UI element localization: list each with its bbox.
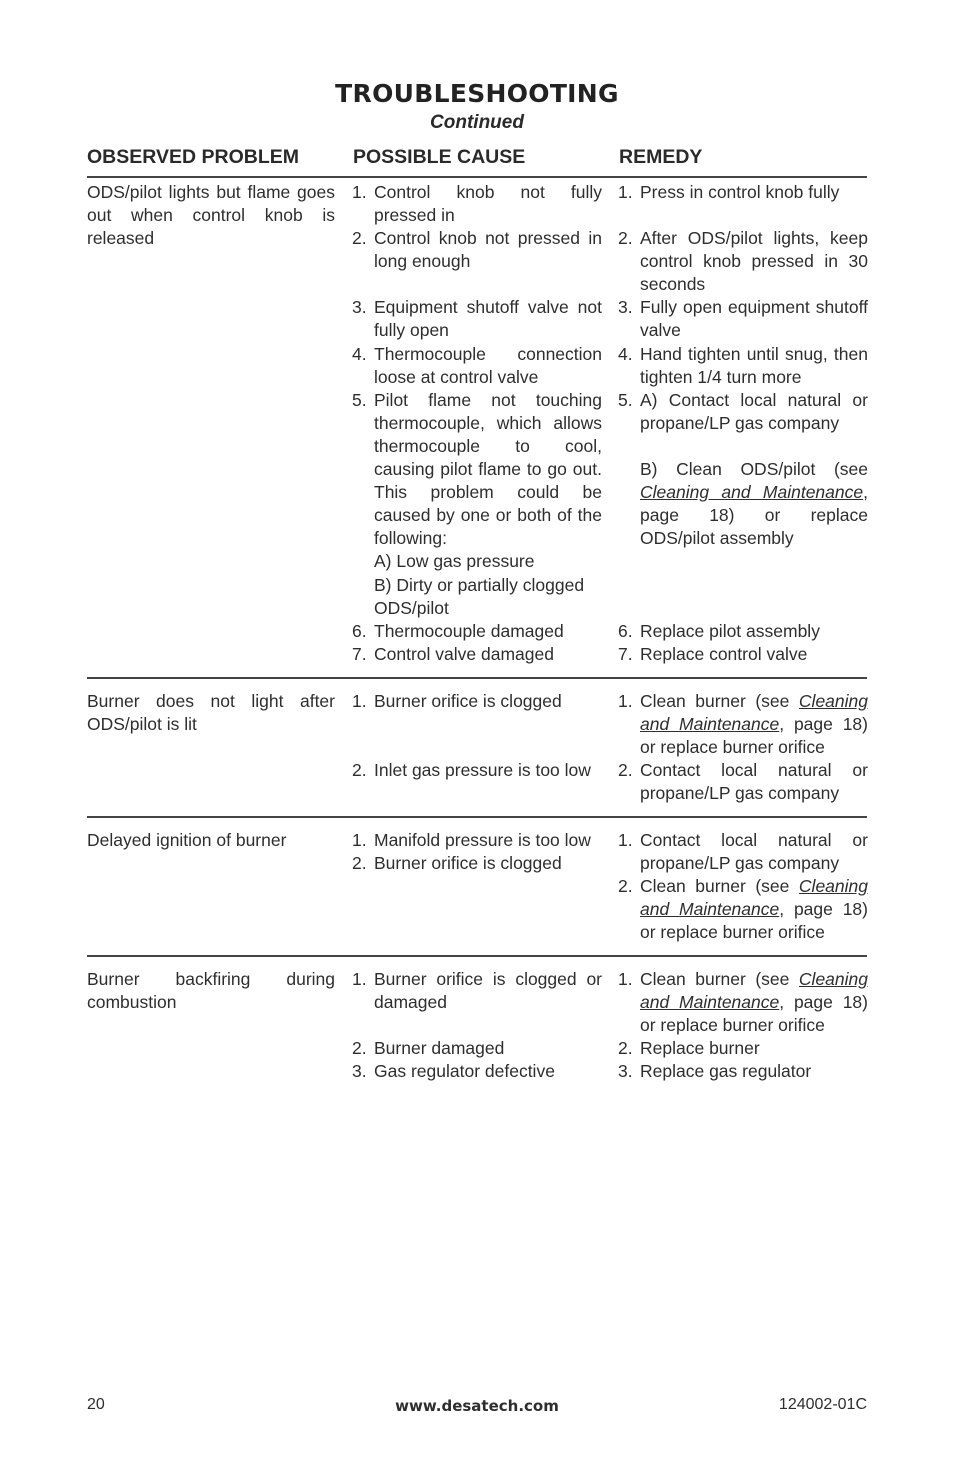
cause-item: Burner damaged xyxy=(374,1038,505,1059)
remedies: 1. Clean burner (see Cleaning and Maintenance, page 18) or replace burner orifice 2. Replace burner 3. Replace gas regulator xyxy=(618,968,868,1083)
remedy-item: Clean burner (see Cleaning and Maintenance, page 18) or replace burner orifice xyxy=(640,969,868,1036)
header-divider xyxy=(87,176,867,178)
cause-item: Thermocouple damaged xyxy=(374,620,564,641)
header-remedy: REMEDY xyxy=(619,146,703,168)
row-divider xyxy=(87,955,867,957)
remedy-item: Replace control valve xyxy=(640,644,808,665)
remedies: 1. Contact local natural or propane/LP gas company 2. Clean burner (see Cleaning and Maintenance, page 18) or replace burner orifice xyxy=(618,829,868,944)
remedy-item: Clean burner (see Cleaning and Maintenance, page 18) or replace burner orifice xyxy=(640,691,868,758)
remedy-item: A) Contact local natural or propane/LP gas company xyxy=(640,389,868,433)
cleaning-maintenance-link[interactable]: Cleaning and Maintenance xyxy=(640,969,868,1013)
cause-item: Burner orifice is clogged or damaged xyxy=(374,969,602,1013)
cause-item: Control knob not fully pressed in xyxy=(374,182,602,226)
remedy-item: After ODS/pilot lights, keep control knob pressed in 30 seconds xyxy=(640,228,868,295)
possible-causes: 1. Control knob not fully pressed in 2. Control knob not pressed in long enough 3. Equipment shutoff valve not fully open 4. Thermocouple connection loose at control valve 5. Pilot flame not touching thermocouple, which allows thermocouple to cool, causing pilot flame to go out. This problem could be caused by one or both of the following: A) Low gas pressure B) Dirty or partially clogged ODS/pilot 6. Thermocouple damaged 7. Control valve damaged xyxy=(352,181,602,666)
website-link[interactable]: www.desatech.com xyxy=(395,1397,559,1415)
cause-item: Equipment shutoff valve not fully open xyxy=(374,297,602,341)
cause-item: Control valve damaged xyxy=(374,643,554,664)
possible-causes: 1. Burner orifice is clogged 2. Inlet gas pressure is too low xyxy=(352,690,602,782)
remedies: 1. Press in control knob fully 2. After ODS/pilot lights, keep control knob pressed in 30 seconds 3. Fully open equipment shutoff valve 4. Hand tighten until snug, then tighten 1/4 turn more 5. A) Contact local natural or propane/LP gas company B) Clean ODS/pilot (see Cleaning and Maintenance, page 18) or replace ODS/pilot assembly xyxy=(618,181,868,550)
remedy-item: Press in control knob fully xyxy=(640,182,840,202)
remedies-continued: 6. Replace pilot assembly 7. Replace control valve xyxy=(618,620,868,666)
page-title: TROUBLESHOOTING xyxy=(335,79,619,108)
remedy-item: Fully open equipment shutoff valve xyxy=(640,297,868,341)
remedy-item: Clean burner (see Cleaning and Maintenance, page 18) or replace burner orifice xyxy=(640,876,868,943)
cleaning-maintenance-link[interactable]: Cleaning and Maintenance xyxy=(640,691,868,735)
possible-causes: 1. Burner orifice is clogged or damaged 2. Burner damaged 3. Gas regulator defective xyxy=(352,968,602,1083)
cause-item: Manifold pressure is too low xyxy=(374,830,591,850)
observed-problem: Burner does not light after ODS/pilot is lit xyxy=(87,691,335,735)
header-observed-problem: OBSERVED PROBLEM xyxy=(87,146,300,168)
cause-item: Thermocouple connection loose at control valve xyxy=(374,343,602,387)
possible-causes: 1. Manifold pressure is too low 2. Burner orifice is clogged xyxy=(352,829,602,875)
page-number: 20 xyxy=(87,1396,105,1413)
remedy-item: B) Clean ODS/pilot (see Cleaning and Maintenance, page 18) or replace ODS/pilot assembly xyxy=(640,458,868,549)
remedy-item: Replace burner xyxy=(640,1038,760,1059)
remedy-item: Contact local natural or propane/LP gas company xyxy=(640,760,868,804)
row-divider xyxy=(87,816,867,818)
cause-item: Burner orifice is clogged xyxy=(374,691,562,711)
row-divider xyxy=(87,677,867,679)
remedy-item: Replace gas regulator xyxy=(640,1061,812,1082)
cause-item: Inlet gas pressure is too low xyxy=(374,760,591,781)
cause-item: Control knob not pressed in long enough xyxy=(374,228,602,272)
remedies: 1. Clean burner (see Cleaning and Maintenance, page 18) or replace burner orifice 2. Contact local natural or propane/LP gas company xyxy=(618,690,868,805)
cleaning-maintenance-link[interactable]: Cleaning and Maintenance xyxy=(640,876,868,920)
table-header xyxy=(87,146,867,176)
cause-item: Burner orifice is clogged xyxy=(374,853,562,874)
remedy-item: Contact local natural or propane/LP gas company xyxy=(640,830,868,874)
cause-item: Gas regulator defective xyxy=(374,1061,555,1082)
observed-problem: Burner backfiring during combustion xyxy=(87,969,335,1013)
cleaning-maintenance-link[interactable]: Cleaning and Maintenance xyxy=(640,482,864,503)
remedy-item: Hand tighten until snug, then tighten 1/4 turn more xyxy=(640,343,868,387)
header-possible-cause: POSSIBLE CAUSE xyxy=(353,146,526,168)
document-number: 124002-01C xyxy=(778,1396,867,1413)
cause-item: Pilot flame not touching thermocouple, which allows thermocouple to cool, causing pilot flame to go out. This problem could be caused by one or both of the following: xyxy=(374,389,602,549)
cause-subitem: B) Dirty or partially clogged ODS/pilot xyxy=(374,574,585,618)
remedy-item: Replace pilot assembly xyxy=(640,621,820,641)
observed-problem: ODS/pilot lights but flame goes out when control knob is released xyxy=(87,182,335,249)
cause-subitem: A) Low gas pressure xyxy=(374,551,535,572)
page-subtitle: Continued xyxy=(430,112,524,133)
observed-problem: Delayed ignition of burner xyxy=(87,830,287,850)
